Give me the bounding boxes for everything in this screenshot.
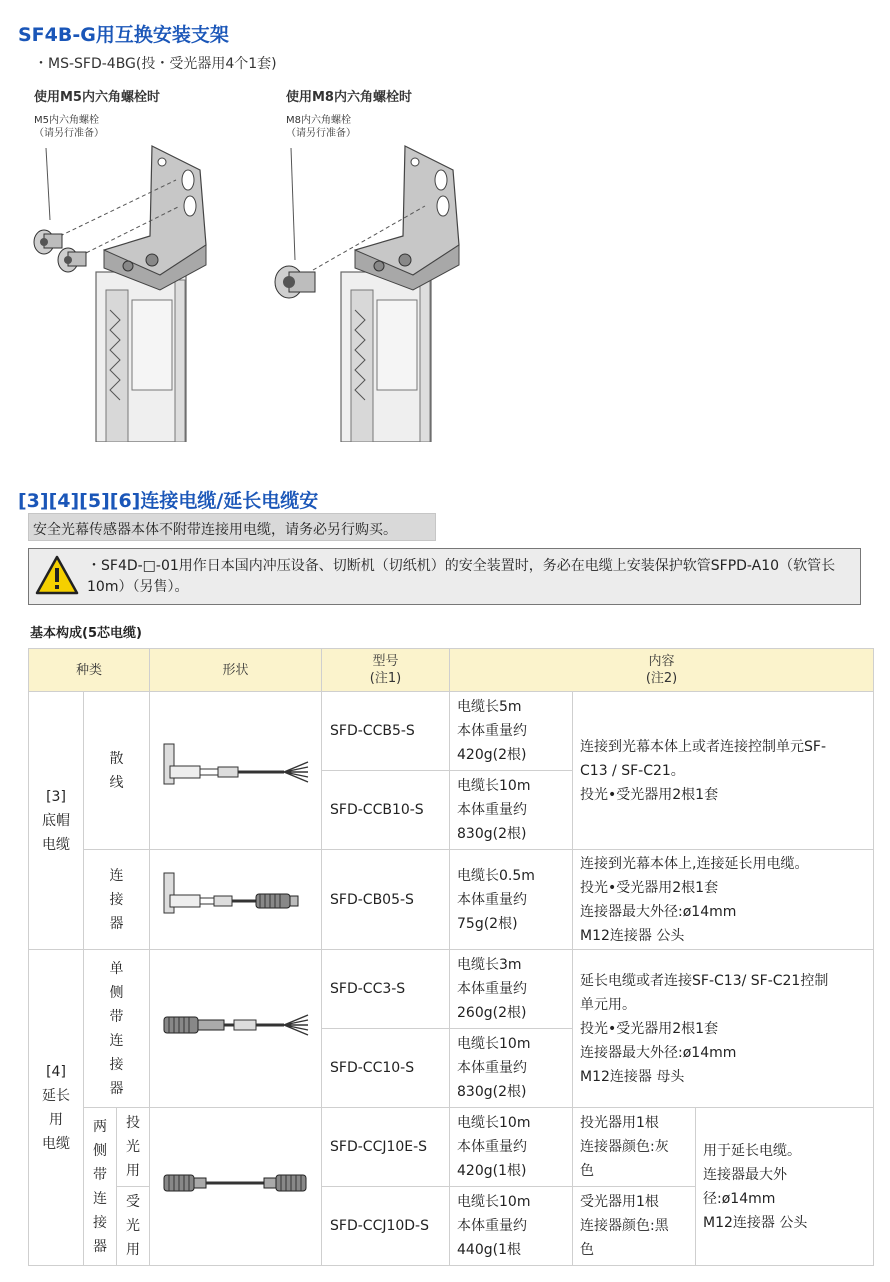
subtype-single-char: 侧 <box>109 984 124 1001</box>
spec-sfd-cc10-s <box>450 1029 573 1108</box>
figure-note-m5-line1: M5内六角螺栓 <box>34 115 99 126</box>
subtype-receiver-char: 用 <box>126 1242 140 1258</box>
spec-line: 电缆长0.5m <box>457 867 535 884</box>
subtype-single-char: 单 <box>109 960 124 977</box>
subtype-receiver <box>117 1187 150 1266</box>
table-row <box>29 692 874 771</box>
desc-line: 色 <box>580 1242 595 1258</box>
shape-connector-cable <box>150 850 322 950</box>
spec-line: 电缆长10m <box>457 1036 531 1052</box>
bracket-m8-illustration <box>265 140 480 442</box>
spec-line: 75g(2根) <box>457 915 518 932</box>
bracket-subtitle: ・MS-SFD-4BG(投・受光器用4个1套) <box>34 56 277 72</box>
spec-line: 本体重量约 <box>457 1139 528 1155</box>
subtype-loose-char: 散 <box>109 750 124 767</box>
shape-loose-wire-cable <box>150 692 322 850</box>
spec-line: 830g(2根) <box>457 826 527 842</box>
header-content <box>450 649 874 692</box>
spec-line: 本体重量约 <box>457 1060 528 1076</box>
header-content-line1: 内容 <box>648 654 675 669</box>
desc-line: 投光器用1根 <box>580 1115 659 1131</box>
table-row <box>29 950 874 1029</box>
desc-loose-wire <box>573 692 874 850</box>
spec-line: 本体重量约 <box>457 723 528 739</box>
double-connector-cable-icon <box>156 1153 316 1213</box>
model-sfd-ccb5-s: SFD-CCB5-S <box>322 692 450 771</box>
spec-line: 电缆长5m <box>457 699 522 715</box>
desc-line: 延长电缆或者连接SF-C13/ SF-C21控制 <box>580 972 829 989</box>
subtype-double-char: 两 <box>93 1118 107 1135</box>
spec-line: 电缆长10m <box>457 1115 531 1131</box>
spec-line: 本体重量约 <box>457 802 528 818</box>
subtype-receiver-char: 受 <box>126 1194 140 1210</box>
group-3-line2: 底帽 <box>42 812 70 829</box>
model-sfd-ccb10-s: SFD-CCB10-S <box>322 771 450 850</box>
desc-line: 色 <box>580 1163 595 1179</box>
subtype-single-connector <box>84 950 150 1108</box>
subtype-loose-char: 线 <box>109 774 124 791</box>
subtype-single-char: 带 <box>109 1008 124 1025</box>
group-3-line1: [3] <box>46 788 66 805</box>
shape-single-connector-cable <box>150 950 322 1108</box>
subtype-single-char: 接 <box>109 1056 124 1073</box>
figure-note-m5 <box>34 114 104 140</box>
desc-line: 连接器最大外 <box>703 1166 788 1183</box>
spec-line: 420g(2根) <box>457 747 527 763</box>
desc-line: 投光•受光器用2根1套 <box>580 1020 719 1037</box>
desc-line: 投光•受光器用2根1套 <box>580 786 719 803</box>
desc-line: 连接器最大外径:ø14mm <box>580 1044 737 1061</box>
figure-note-m8 <box>286 114 356 140</box>
header-model <box>322 649 450 692</box>
group-4-line3: 用 <box>49 1111 63 1128</box>
table-row <box>29 1108 874 1187</box>
group-4-line2: 延长 <box>42 1087 70 1104</box>
spec-line: 本体重量约 <box>457 891 528 908</box>
subtype-connector-char: 器 <box>109 915 124 932</box>
header-model-line2: (注1) <box>369 671 402 686</box>
spec-line: 本体重量约 <box>457 981 528 997</box>
group-4-label <box>29 950 84 1266</box>
bolt-m5-lower <box>58 248 86 272</box>
subtype-single-char: 连 <box>109 1032 124 1049</box>
group-4-line1: [4] <box>46 1063 66 1080</box>
spec-sfd-ccj10e-s <box>450 1108 573 1187</box>
spec-line: 260g(2根) <box>457 1005 527 1021</box>
spec-line: 电缆长10m <box>457 1194 531 1210</box>
bracket-m5-illustration <box>20 140 235 442</box>
header-content-line2: (注2) <box>645 671 678 686</box>
spec-line: 电缆长3m <box>457 957 522 973</box>
subtype-single-char: 器 <box>109 1080 124 1097</box>
connector-cable-icon <box>156 861 316 931</box>
loose-wire-cable-icon <box>156 732 316 802</box>
desc-emitter <box>573 1108 696 1187</box>
bolt-m8 <box>275 266 315 298</box>
desc-line: 径:ø14mm <box>703 1190 776 1207</box>
subtype-connector-char: 连 <box>109 867 124 884</box>
table-row <box>29 850 874 950</box>
desc-single-connector <box>573 950 874 1108</box>
spec-line: 电缆长10m <box>457 778 531 794</box>
model-sfd-cc10-s: SFD-CC10-S <box>322 1029 450 1108</box>
figure-note-m8-line1: M8内六角螺栓 <box>286 115 351 126</box>
subtype-receiver-char: 光 <box>126 1218 140 1234</box>
cable-spec-table <box>28 648 874 1266</box>
spec-line: 本体重量约 <box>457 1218 528 1234</box>
figure-note-m8-line2: （请另行准备） <box>286 128 356 139</box>
bolt-m5-upper <box>34 230 62 254</box>
desc-line: 连接到光幕本体上,连接延长用电缆。 <box>580 855 809 872</box>
desc-line: M12连接器 公头 <box>703 1214 808 1231</box>
desc-line: 用于延长电缆。 <box>703 1142 802 1159</box>
subtype-emitter <box>117 1108 150 1187</box>
figure-note-m5-line2: （请另行准备） <box>34 128 104 139</box>
subtype-double-connector <box>84 1108 117 1266</box>
subtype-emitter-char: 用 <box>126 1163 140 1179</box>
table-title: 基本构成(5芯电缆) <box>30 626 142 641</box>
model-sfd-cc3-s: SFD-CC3-S <box>322 950 450 1029</box>
header-type: 种类 <box>29 649 150 692</box>
model-sfd-cb05-s: SFD-CB05-S <box>322 850 450 950</box>
subtype-double-char: 器 <box>93 1238 107 1255</box>
desc-line: 受光器用1根 <box>580 1194 659 1210</box>
subtype-emitter-char: 投 <box>126 1115 140 1131</box>
desc-line: C13 / SF-C21。 <box>580 762 685 779</box>
purchase-note: 安全光幕传感器本体不附带连接用电缆，请务必另行购买。 <box>28 513 436 541</box>
warning-icon <box>35 555 79 595</box>
desc-receiver <box>573 1187 696 1266</box>
sensor-body-m5 <box>96 272 186 442</box>
group-3-label <box>29 692 84 950</box>
warning-box <box>28 548 861 605</box>
desc-line: 连接器颜色:黑 <box>580 1218 669 1234</box>
sensor-body-m8 <box>341 272 431 442</box>
group-3-line3: 电缆 <box>42 836 70 853</box>
desc-line: M12连接器 母头 <box>580 1068 685 1085</box>
subtype-connector-char: 接 <box>109 891 124 908</box>
subtype-connector <box>84 850 150 950</box>
group-4-line4: 电缆 <box>42 1135 70 1152</box>
spec-sfd-ccb10-s <box>450 771 573 850</box>
header-shape: 形状 <box>150 649 322 692</box>
spec-line: 420g(1根) <box>457 1163 527 1179</box>
spec-sfd-ccj10d-s <box>450 1187 573 1266</box>
subtype-double-char: 连 <box>93 1190 107 1207</box>
desc-line: 投光•受光器用2根1套 <box>580 879 719 896</box>
desc-line: 连接器最大外径:ø14mm <box>580 903 737 920</box>
figure-caption-m8: 使用M8内六角螺栓时 <box>286 90 412 105</box>
spec-line: 830g(2根) <box>457 1084 527 1100</box>
subtype-double-char: 侧 <box>93 1142 107 1159</box>
spec-line: 440g(1根 <box>457 1242 521 1258</box>
table-header-row <box>29 649 874 692</box>
subtype-loose-wire <box>84 692 150 850</box>
figure-caption-m5: 使用M5内六角螺栓时 <box>34 90 160 105</box>
subtype-double-char: 带 <box>93 1166 107 1183</box>
desc-line: 连接器颜色:灰 <box>580 1139 669 1155</box>
header-model-line1: 型号 <box>372 654 399 669</box>
section-title-bracket: SF4B-G用互换安装支架 <box>18 24 229 46</box>
desc-line: 单元用。 <box>580 996 637 1013</box>
desc-line: M12连接器 公头 <box>580 927 685 944</box>
spec-sfd-cb05-s <box>450 850 573 950</box>
spec-sfd-cc3-s <box>450 950 573 1029</box>
model-sfd-ccj10e-s: SFD-CCJ10E-S <box>322 1108 450 1187</box>
bracket-plate-m8 <box>355 146 459 290</box>
desc-line: 连接到光幕本体上或者连接控制单元SF- <box>580 738 827 755</box>
desc-double-connector <box>696 1108 874 1266</box>
subtype-double-char: 接 <box>93 1214 107 1231</box>
model-sfd-ccj10d-s: SFD-CCJ10D-S <box>322 1187 450 1266</box>
subtype-emitter-char: 光 <box>126 1139 140 1155</box>
desc-connector <box>573 850 874 950</box>
shape-double-connector-cable <box>150 1108 322 1266</box>
spec-sfd-ccb5-s <box>450 692 573 771</box>
single-connector-cable-icon <box>156 995 316 1055</box>
warning-text: ・SF4D-□-01用作日本国内冲压设备、切断机（切纸机）的安全装置时，务必在电缆上安装保护软管SFPD-A10（软管长10m）（另售）。 <box>87 558 836 595</box>
section-title-cables: [3][4][5][6]连接电缆/延长电缆安 <box>18 490 319 512</box>
